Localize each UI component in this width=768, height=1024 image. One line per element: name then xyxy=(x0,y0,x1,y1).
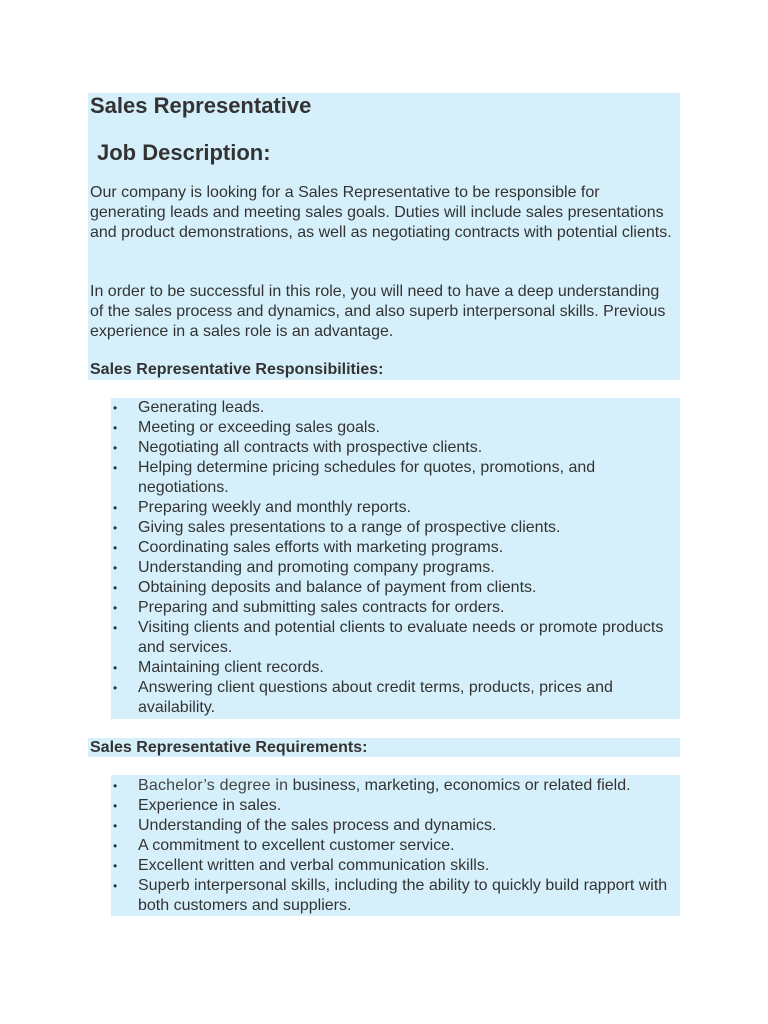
list-item-text: Preparing weekly and monthly reports. xyxy=(138,499,412,516)
list-item-text: A commitment to excellent customer service. xyxy=(138,837,455,854)
list-item xyxy=(113,658,673,678)
list-item-text: Giving sales presentations to a range of prospective clients. xyxy=(138,519,561,536)
requirements-list xyxy=(113,776,673,916)
list-item xyxy=(113,578,673,598)
bullet-icon: • xyxy=(113,799,118,813)
list-item xyxy=(113,438,673,458)
list-item-text: Maintaining client records. xyxy=(138,659,324,676)
list-item-text: Excellent written and verbal communication skills. xyxy=(138,857,490,874)
bullet-icon: • xyxy=(113,521,118,535)
list-item-text: Helping determine pricing schedules for quotes, promotions, and negotiations. xyxy=(138,459,596,496)
bullet-icon: • xyxy=(113,401,118,415)
intro-paragraph-1: Our company is looking for a Sales Representative to be responsible for generating leads and meeting sales goals. Duties will include sales presentations and product demonstrations, as well as negotiating contracts with potential clients. xyxy=(90,184,672,241)
list-item-text: Understanding of the sales process and dynamics. xyxy=(138,817,497,834)
list-item xyxy=(113,598,673,618)
list-item xyxy=(113,618,673,658)
list-item-text: Superb interpersonal skills, including the ability to quickly build rapport with both customers and suppliers. xyxy=(138,877,668,914)
bullet-icon: • xyxy=(113,819,118,833)
bullet-icon: • xyxy=(113,541,118,555)
list-item xyxy=(113,836,673,856)
list-item xyxy=(113,518,673,538)
list-item-text: Experience in sales. xyxy=(138,797,282,814)
list-item-text: Preparing and submitting sales contracts for orders. xyxy=(138,599,505,616)
requirements-heading: Sales Representative Requirements: xyxy=(90,739,368,756)
list-item xyxy=(113,418,673,438)
bullet-icon: • xyxy=(113,501,118,515)
responsibilities-list xyxy=(113,398,673,718)
list-item xyxy=(113,678,673,718)
list-item-text: Meeting or exceeding sales goals. xyxy=(138,419,380,436)
bullet-icon: • xyxy=(113,859,118,873)
bullet-icon: • xyxy=(113,879,118,893)
bullet-icon: • xyxy=(113,839,118,853)
bullet-icon: • xyxy=(113,681,118,695)
bullet-icon: • xyxy=(113,461,118,475)
list-item xyxy=(113,498,673,518)
responsibilities-heading: Sales Representative Responsibilities: xyxy=(90,361,384,378)
list-item xyxy=(113,538,673,558)
list-item-text: Understanding and promoting company programs. xyxy=(138,559,495,576)
list-item xyxy=(113,558,673,578)
requirement-prefix: Bachelor’s degree in xyxy=(138,777,289,794)
list-item-text: Obtaining deposits and balance of payment from clients. xyxy=(138,579,537,596)
bullet-icon: • xyxy=(113,441,118,455)
requirement-rest: business, marketing, economics or related field. xyxy=(288,777,631,794)
bullet-icon: • xyxy=(113,779,118,793)
intro-paragraph-2: In order to be successful in this role, you will need to have a deep understanding of the sales process and dynamics, and also superb interpersonal skills. Previous experience in a sales role is an advantage. xyxy=(90,283,666,340)
list-item xyxy=(113,398,673,418)
list-item xyxy=(113,458,673,498)
list-item-text: Visiting clients and potential clients to evaluate needs or promote products and services. xyxy=(138,619,664,656)
bullet-icon: • xyxy=(113,661,118,675)
list-item-text: Generating leads. xyxy=(138,399,265,416)
page-title: Sales Representative xyxy=(90,93,312,118)
bullet-icon: • xyxy=(113,581,118,595)
list-item xyxy=(113,876,673,916)
bullet-icon: • xyxy=(113,601,118,615)
list-item-text: Coordinating sales efforts with marketing programs. xyxy=(138,539,504,556)
page-subtitle: Job Description: xyxy=(97,140,271,165)
list-item xyxy=(113,776,673,796)
list-item-text: Answering client questions about credit terms, products, prices and availability. xyxy=(138,679,613,716)
list-item-text: Negotiating all contracts with prospective clients. xyxy=(138,439,483,456)
bullet-icon: • xyxy=(113,621,118,635)
list-item xyxy=(113,796,673,816)
bullet-icon: • xyxy=(113,421,118,435)
list-item xyxy=(113,856,673,876)
list-item xyxy=(113,816,673,836)
bullet-icon: • xyxy=(113,561,118,575)
